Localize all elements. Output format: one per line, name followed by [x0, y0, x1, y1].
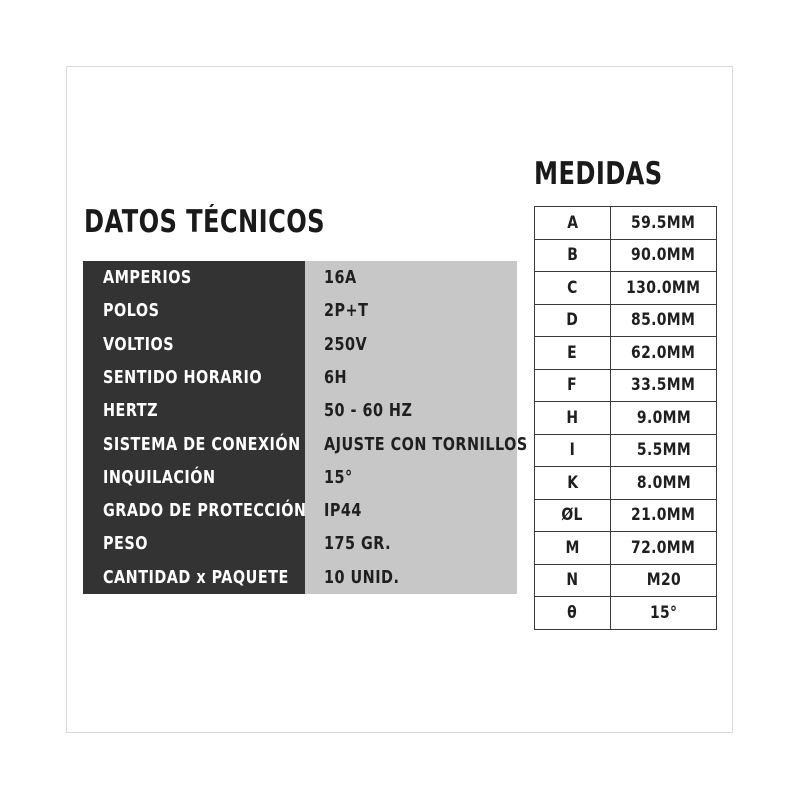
medida-row	[535, 467, 717, 500]
medida-key: M	[535, 532, 611, 565]
medida-value: 72.0MM	[611, 532, 717, 565]
medida-value: 62.0MM	[611, 337, 717, 370]
medida-row	[535, 207, 717, 240]
spec-label: POLOS	[103, 300, 160, 322]
medida-key: I	[535, 434, 611, 467]
spec-value: 50 - 60 HZ	[324, 400, 413, 422]
spec-row	[83, 361, 517, 394]
medida-key: K	[535, 467, 611, 500]
medida-row	[535, 597, 717, 630]
medida-key: D	[535, 304, 611, 337]
spec-value: 15°	[324, 466, 353, 488]
medida-key: H	[535, 402, 611, 435]
spec-row	[83, 294, 517, 327]
medida-row	[535, 337, 717, 370]
spec-label: INQUILACIÓN	[103, 466, 216, 488]
spec-row	[83, 461, 517, 494]
medida-key: θ	[535, 597, 611, 630]
spec-value: 16A	[324, 267, 357, 288]
spec-label: HERTZ	[103, 400, 158, 422]
medida-row	[535, 402, 717, 435]
spec-row	[83, 494, 517, 527]
spec-value: AJUSTE CON TORNILLOS	[324, 433, 528, 455]
spec-label: VOLTIOS	[103, 333, 175, 355]
medida-value: 85.0MM	[611, 304, 717, 337]
medida-value: 21.0MM	[611, 499, 717, 532]
spec-row	[83, 527, 517, 560]
medida-value: 8.0MM	[611, 467, 717, 500]
medida-row	[535, 239, 717, 272]
spec-value: IP44	[324, 500, 362, 522]
medida-key: B	[535, 239, 611, 272]
medida-key: C	[535, 272, 611, 305]
datos-tecnicos-table	[83, 261, 528, 594]
medida-row	[535, 369, 717, 402]
medida-value: 33.5MM	[611, 369, 717, 402]
spec-label: AMPERIOS	[103, 267, 192, 288]
spec-value: 10 UNID.	[324, 566, 400, 588]
medidas-title: MEDIDAS	[534, 156, 663, 192]
medida-value: 59.5MM	[611, 207, 717, 240]
spec-value: 2P+T	[324, 300, 369, 322]
spec-value: 6H	[324, 366, 348, 388]
spec-label: SISTEMA DE CONEXIÓN	[103, 433, 301, 455]
spec-label: SENTIDO HORARIO	[103, 366, 263, 388]
medida-key: E	[535, 337, 611, 370]
spec-value: 175 GR.	[324, 533, 392, 555]
spec-row	[83, 561, 517, 594]
spec-label: PESO	[103, 533, 148, 555]
spec-label: CANTIDAD x PAQUETE	[103, 566, 289, 588]
medida-value: 5.5MM	[611, 434, 717, 467]
medida-row	[535, 304, 717, 337]
spec-value: 250V	[324, 333, 368, 355]
medida-value: 9.0MM	[611, 402, 717, 435]
medidas-table	[534, 206, 717, 630]
medida-row	[535, 532, 717, 565]
medida-value: 15°	[611, 597, 717, 630]
medida-row	[535, 499, 717, 532]
medida-row	[535, 434, 717, 467]
medida-row	[535, 564, 717, 597]
medida-key: F	[535, 369, 611, 402]
spec-label: GRADO DE PROTECCIÓN	[103, 500, 307, 522]
medida-value: 90.0MM	[611, 239, 717, 272]
medida-value: 130.0MM	[611, 272, 717, 305]
spec-row	[83, 428, 528, 461]
medida-value: M20	[611, 564, 717, 597]
medida-key: N	[535, 564, 611, 597]
datos-tecnicos-title: DATOS TÉCNICOS	[84, 204, 325, 240]
medida-key: A	[535, 207, 611, 240]
medida-key: ØL	[535, 499, 611, 532]
medida-row	[535, 272, 717, 305]
spec-row	[83, 261, 517, 294]
spec-row	[83, 328, 517, 361]
spec-row	[83, 394, 517, 427]
